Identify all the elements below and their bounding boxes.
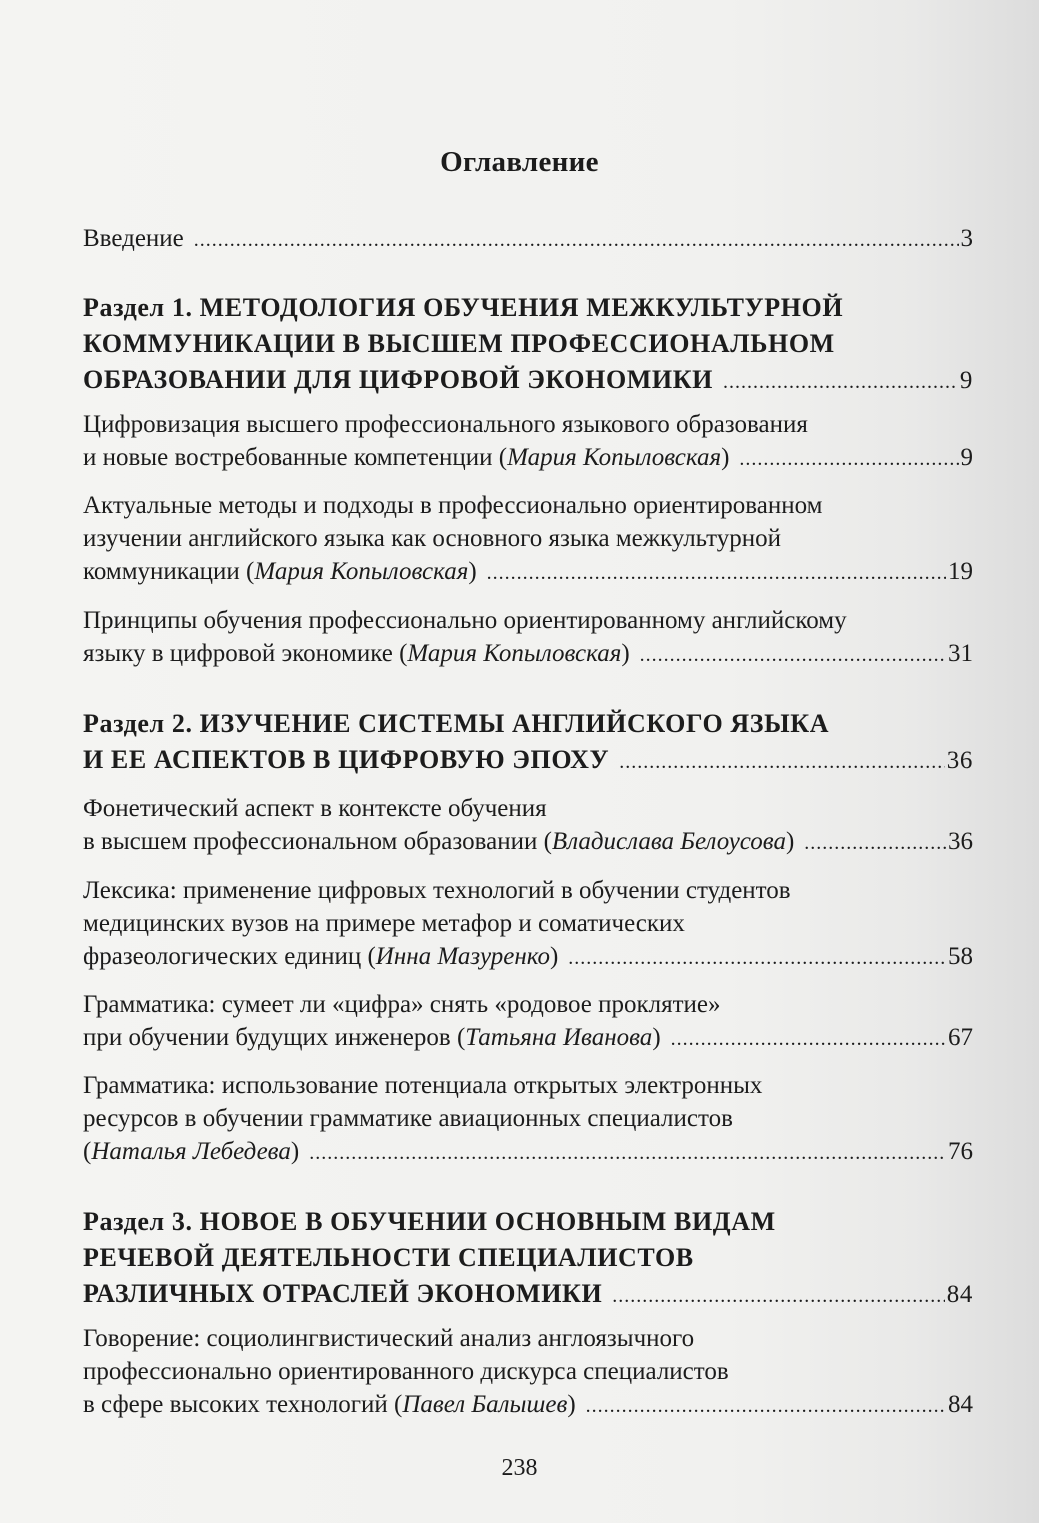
page-ref: 9 [960, 444, 973, 471]
toc-entry-intro[interactable] [83, 222, 973, 257]
leader-dots [619, 744, 945, 780]
page-ref: 84 [946, 1281, 973, 1308]
page-ref: 84 [948, 1391, 973, 1418]
leader-dots [804, 827, 946, 860]
entry-text: Грамматика: сумеет ли «цифра» снять «родовое проклятие» [83, 991, 721, 1018]
entry-text: Принципы обучения профессионально ориентированному английскому [83, 607, 847, 634]
toc-line [83, 408, 973, 441]
page-ref: 67 [948, 1024, 973, 1051]
entry-text: ресурсов в обучении грамматике авиационных специалистов [83, 1105, 733, 1132]
leader-dots [194, 224, 959, 257]
leader-dots [640, 639, 946, 672]
entry-text: Лексика: применение цифровых технологий в обучении студентов [83, 877, 791, 904]
toc-entry[interactable] [83, 1069, 973, 1170]
page-number: 238 [501, 1455, 538, 1481]
toc-line [83, 1135, 973, 1170]
toc-line [83, 555, 973, 590]
section-heading-line: ОБРАЗОВАНИИ ДЛЯ ЦИФРОВОЙ ЭКОНОМИКИ [83, 365, 714, 394]
page-ref: 31 [948, 640, 973, 667]
leader-dots [671, 1023, 946, 1056]
toc-line [83, 1276, 973, 1314]
toc-line [83, 522, 973, 555]
section-heading-line: Раздел 1. МЕТОДОЛОГИЯ ОБУЧЕНИЯ МЕЖКУЛЬТУРНОЙ [83, 293, 844, 322]
leader-dots [586, 1390, 946, 1423]
toc-line [83, 441, 973, 476]
toc-line [83, 604, 973, 637]
entry-text: ( [83, 1138, 92, 1165]
page-ref: 3 [960, 225, 973, 252]
author-name: Владислава Белоусова [551, 828, 786, 855]
entry-text: Введение [83, 225, 184, 252]
page-ref: 58 [948, 943, 973, 970]
paren-close: ) [785, 828, 795, 855]
page-ref: 19 [948, 558, 973, 585]
section-heading-line: Раздел 3. НОВОЕ В ОБУЧЕНИИ ОСНОВНЫМ ВИДАМ [83, 1207, 776, 1236]
leader-dots [568, 942, 946, 975]
author-name: Татьяна Иванова [465, 1024, 653, 1051]
toc-line [83, 1322, 973, 1355]
section-heading-line: РЕЧЕВОЙ ДЕЯТЕЛЬНОСТИ СПЕЦИАЛИСТОВ [83, 1243, 694, 1272]
leader-dots [739, 443, 958, 476]
toc-entry[interactable] [83, 792, 973, 860]
toc-line [83, 1204, 973, 1240]
toc-line [83, 988, 973, 1021]
paren-close: ) [721, 444, 730, 471]
toc-line [83, 222, 973, 257]
paren-close: ) [468, 558, 477, 585]
entry-text: при обучении будущих инженеров ( [83, 1024, 466, 1051]
entry-text: изучении английского языка как основного языка межкультурной [83, 525, 781, 552]
entry-text: профессионально ориентированного дискурса специалистов [83, 1358, 729, 1385]
section-heading-line: Раздел 2. ИЗУЧЕНИЕ СИСТЕМЫ АНГЛИЙСКОГО ЯЗЫКА [83, 709, 830, 738]
author-name: Инна Мазуренко [375, 943, 550, 970]
toc-entry[interactable] [83, 604, 973, 672]
leader-dots [487, 557, 946, 590]
entry-text: Фонетический аспект в контексте обучения [83, 795, 547, 822]
toc-line [83, 907, 973, 940]
toc-line [83, 1102, 973, 1135]
entry-text: в высшем профессиональном образовании ( [83, 828, 552, 855]
entry-text: Грамматика: использование потенциала открытых электронных [83, 1072, 763, 1099]
author-name: Мария Копыловская [407, 640, 622, 667]
toc-section-2[interactable] [83, 706, 973, 780]
toc-line [83, 1021, 973, 1056]
toc-line [83, 326, 973, 362]
toc-line [83, 825, 973, 860]
entry-text: медицинских вузов на примере метафор и соматических [83, 910, 685, 937]
page-ref: 9 [959, 367, 973, 394]
toc-line [83, 706, 973, 742]
entry-text: Говорение: социолингвистический анализ англоязычного [83, 1325, 695, 1352]
section-heading-line: КОММУНИКАЦИИ В ВЫСШЕМ ПРОФЕССИОНАЛЬНОМ [83, 329, 835, 358]
toc-line [83, 489, 973, 522]
author-name: Наталья Лебедева [91, 1138, 291, 1165]
toc-line [83, 1069, 973, 1102]
toc-entry[interactable] [83, 988, 973, 1056]
entry-text: фразеологических единиц ( [83, 943, 376, 970]
toc-line [83, 940, 973, 975]
paren-close: ) [549, 943, 559, 970]
entry-text: Цифровизация высшего профессионального языкового образования [83, 411, 808, 438]
toc-line [83, 1388, 973, 1423]
toc-entry[interactable] [83, 1322, 973, 1423]
leader-dots [723, 364, 958, 400]
page-ref: 36 [948, 828, 973, 855]
leader-dots [612, 1278, 945, 1314]
toc-entry[interactable] [83, 408, 973, 476]
paren-close: ) [652, 1024, 661, 1051]
entry-text: Актуальные методы и подходы в профессионально ориентированном [83, 492, 823, 519]
toc-line [83, 637, 973, 672]
entry-text: языку в цифровой экономике ( [83, 640, 408, 667]
toc-entry[interactable] [83, 874, 973, 975]
toc-section-3[interactable] [83, 1204, 973, 1314]
toc-section-1[interactable] [83, 290, 973, 400]
entry-text: в сфере высоких технологий ( [83, 1391, 403, 1418]
section-heading-line: И ЕЕ АСПЕКТОВ В ЦИФРОВУЮ ЭПОХУ [83, 745, 610, 774]
toc-title: Оглавление [440, 146, 599, 178]
author-name: Мария Копыловская [254, 558, 469, 585]
paren-close: ) [290, 1138, 300, 1165]
toc-line [83, 290, 973, 326]
toc-line [83, 742, 973, 780]
page-ref: 76 [948, 1138, 973, 1165]
paren-close: ) [567, 1391, 576, 1418]
toc-line [83, 874, 973, 907]
entry-text: и новые востребованные компетенции ( [83, 444, 508, 471]
leader-dots [309, 1137, 946, 1170]
toc-entry[interactable] [83, 489, 973, 590]
author-name: Мария Копыловская [507, 444, 722, 471]
toc-line [83, 1355, 973, 1388]
section-heading-line: РАЗЛИЧНЫХ ОТРАСЛЕЙ ЭКОНОМИКИ [83, 1279, 603, 1308]
paren-close: ) [621, 640, 630, 667]
toc-line [83, 792, 973, 825]
author-name: Павел Балышев [402, 1391, 568, 1418]
entry-text: коммуникации ( [83, 558, 255, 585]
toc-line [83, 1240, 973, 1276]
toc-line [83, 362, 973, 400]
page-ref: 36 [946, 747, 973, 774]
